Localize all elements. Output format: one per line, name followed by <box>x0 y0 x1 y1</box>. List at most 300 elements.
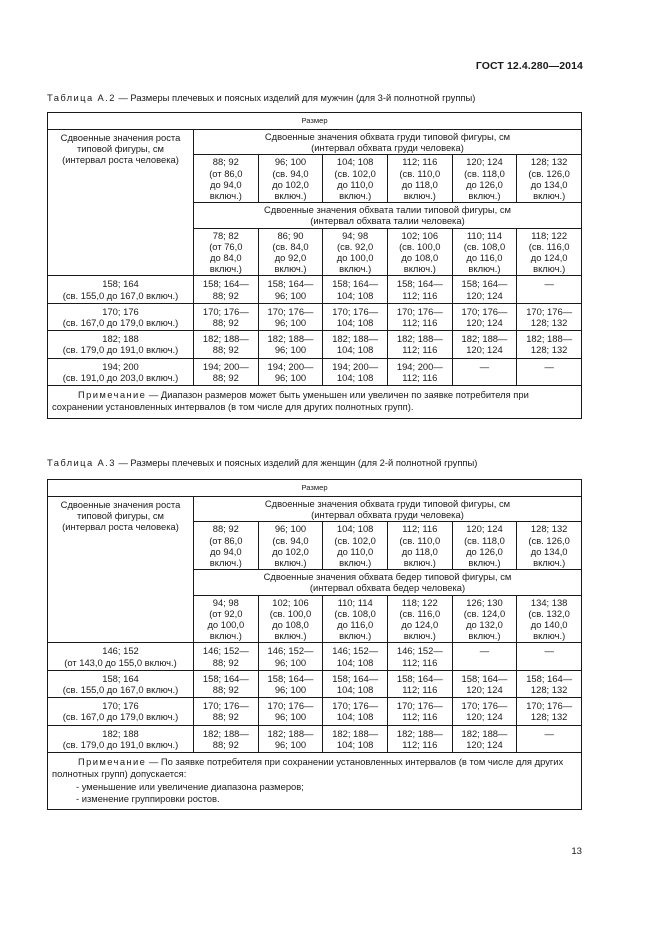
cell-line: 104; 108 <box>336 684 374 696</box>
cell-line: (св. 179,0 до 191,0 включ.) <box>62 344 179 356</box>
cell-line: 182; 188— <box>396 727 443 739</box>
cell-line: 182; 188— <box>396 333 443 345</box>
cell-line: 112; 116 <box>402 711 438 723</box>
cell-line: 182; 188— <box>332 333 379 345</box>
note-label: Примечание <box>78 756 147 768</box>
size-cell <box>387 358 452 385</box>
cell-line: 118; 122 <box>401 596 438 608</box>
size-cell <box>387 698 452 725</box>
cell-line: 170; 176— <box>267 700 314 712</box>
size-cell <box>258 670 323 697</box>
cell-line: 194; 200— <box>332 360 379 372</box>
height-cell <box>48 643 194 670</box>
cell-line: — <box>544 278 554 290</box>
cell-line: 112; 116 <box>402 523 438 535</box>
cell-line: 146; 152— <box>332 645 379 657</box>
cell-line: (от 86,0 <box>209 534 243 546</box>
size-cell <box>258 303 323 330</box>
table-caption <box>47 457 477 468</box>
cell-line: включ.) <box>533 557 566 569</box>
cell-line: до 100,0 <box>207 619 245 631</box>
size-column-header <box>517 522 582 570</box>
size-column-header <box>517 595 582 643</box>
cell-line: до 108,0 <box>401 252 439 264</box>
cell-line: 104; 108 <box>336 344 374 356</box>
size-cell <box>323 303 388 330</box>
size-cell <box>517 698 582 725</box>
cell-line: 128; 132 <box>530 684 568 696</box>
cell-line: включ.) <box>274 263 307 275</box>
size-cell <box>517 725 582 752</box>
table-row <box>48 276 582 303</box>
cell-line: до 108,0 <box>272 619 309 631</box>
note-row <box>48 386 582 419</box>
cell-line: (св. 155,0 до 167,0 включ.) <box>62 684 179 696</box>
header-line: Сдвоенные значения обхвата талии типовой фигуры, см <box>264 204 511 216</box>
size-cell <box>452 670 517 697</box>
size-column-header <box>387 595 452 643</box>
cell-line: 146; 152— <box>267 645 314 657</box>
cell-line: 158; 164— <box>202 672 249 684</box>
cell-line: до 102,0 <box>272 545 309 557</box>
size-cell <box>258 276 323 303</box>
cell-line: (от 76,0 <box>209 240 243 252</box>
cell-line: 182; 188 <box>102 727 139 739</box>
cell-line: до 102,0 <box>272 178 309 190</box>
cell-line: 170; 176— <box>526 700 573 712</box>
cell-line: 104; 108 <box>336 711 374 723</box>
cell-line: 182; 188— <box>461 727 508 739</box>
header-line: Сдвоенные значения роста <box>60 499 181 510</box>
cell-line: 158; 164— <box>267 672 314 684</box>
cell-line: 158; 164— <box>396 278 443 290</box>
height-cell <box>48 276 194 303</box>
cell-line: 170; 176— <box>332 700 379 712</box>
size-column-header <box>258 155 323 203</box>
cell-line: 120; 124 <box>466 317 503 329</box>
cell-line: включ.) <box>403 630 436 642</box>
cell-line: 182; 188— <box>332 727 379 739</box>
size-column-header <box>387 155 452 203</box>
cell-line: 120; 124 <box>466 738 503 750</box>
cell-line: 96; 100 <box>274 738 307 750</box>
table-note <box>48 753 582 810</box>
cell-line: 170; 176— <box>461 700 508 712</box>
cell-line: (св. 108,0 <box>463 240 506 252</box>
cell-line: (св. 110,0 <box>399 167 441 179</box>
cell-line: 96; 100 <box>274 317 307 329</box>
header-line: Сдвоенные значения роста <box>60 132 181 143</box>
cell-line: 112; 116 <box>402 289 438 301</box>
size-cell <box>452 698 517 725</box>
cell-line: 112; 116 <box>402 156 438 168</box>
cell-line: включ.) <box>468 190 501 202</box>
cell-line: 104; 108 <box>336 523 374 535</box>
size-cell <box>194 698 259 725</box>
size-cell <box>258 725 323 752</box>
cell-line: включ.) <box>468 557 501 569</box>
cell-line: 104; 108 <box>336 317 374 329</box>
cell-line: до 94,0 <box>210 178 242 190</box>
height-cell <box>48 725 194 752</box>
cell-line: (св. 110,0 <box>399 534 441 546</box>
cell-line: включ.) <box>209 557 242 569</box>
cell-line: 182; 188— <box>461 333 508 345</box>
cell-line: до 134,0 <box>530 178 568 190</box>
note-list-item: - изменение группировки ростов. <box>76 792 220 804</box>
header-row <box>48 480 582 497</box>
note-text: — Диапазон размеров может быть уменьшен или увеличен по заявке потребителя при сохранении установленных интервалов (в том числе для других полнотных групп). <box>52 389 529 413</box>
size-cell <box>194 643 259 670</box>
cell-line: до 84,0 <box>210 252 242 264</box>
height-cell <box>48 698 194 725</box>
header-line: (интервал обхвата талии человека) <box>310 215 465 227</box>
cell-line: (св. 92,0 <box>337 240 374 252</box>
cell-line: — <box>544 645 554 657</box>
cell-line: (св. 155,0 до 167,0 включ.) <box>62 289 179 301</box>
cell-line: 170; 176— <box>332 305 379 317</box>
cell-line: 158; 164— <box>332 278 379 290</box>
cell-line: 112; 116 <box>402 344 438 356</box>
cell-line: 182; 188— <box>202 727 249 739</box>
header-line: Сдвоенные значения обхвата бедер типовой фигуры, см <box>263 571 512 583</box>
cell-line: до 132,0 <box>466 619 503 631</box>
cell-line: (от 143,0 до 155,0 включ.) <box>64 656 177 668</box>
size-cell <box>452 725 517 752</box>
size-table-women <box>47 479 582 810</box>
cell-line: до 94,0 <box>210 545 242 557</box>
size-cell <box>452 276 517 303</box>
size-header: Размер <box>48 113 582 130</box>
cell-line: до 100,0 <box>336 252 374 264</box>
cell-line: (св. 124,0 <box>463 607 506 619</box>
size-cell <box>323 670 388 697</box>
size-cell <box>258 358 323 385</box>
cell-line: (св. 102,0 <box>334 167 376 179</box>
cell-line: — <box>544 727 554 739</box>
cell-line: до 118,0 <box>401 178 438 190</box>
note-label: Примечание <box>78 389 147 401</box>
cell-line: 96; 100 <box>274 684 307 696</box>
cell-line: (св. 116,0 <box>528 240 570 252</box>
size-header: Размер <box>48 480 582 497</box>
cell-line: 112; 116 <box>402 371 438 383</box>
size-column-header <box>194 228 259 276</box>
height-cell <box>48 670 194 697</box>
cell-line: 170; 176— <box>461 305 508 317</box>
size-cell <box>194 358 259 385</box>
size-cell <box>323 331 388 358</box>
cell-line: 104; 108 <box>336 738 374 750</box>
cell-line: 120; 124 <box>466 711 503 723</box>
cell-line: (св. 94,0 <box>272 534 309 546</box>
cell-line: (св. 102,0 <box>334 534 376 546</box>
cell-line: 128; 132 <box>530 523 568 535</box>
cell-line: 112; 116 <box>402 684 438 696</box>
cell-line: 112; 116 <box>402 656 438 668</box>
cell-line: (св. 116,0 <box>399 607 441 619</box>
size-cell <box>517 358 582 385</box>
cell-line: 158; 164— <box>461 278 508 290</box>
cell-line: 170; 176 <box>102 700 139 712</box>
cell-line: включ.) <box>339 263 372 275</box>
cell-line: 120; 124 <box>466 344 503 356</box>
cell-line: 158; 164 <box>102 672 139 684</box>
size-column-header <box>452 228 517 276</box>
cell-line: 158; 164 <box>102 278 139 290</box>
cell-line: до 116,0 <box>337 619 374 631</box>
size-table-men <box>47 112 582 419</box>
size-cell <box>452 303 517 330</box>
group-header <box>194 130 582 155</box>
cell-line: 88; 92 <box>212 711 239 723</box>
cell-line: 158; 164— <box>526 672 573 684</box>
cell-line: включ.) <box>274 630 307 642</box>
cell-line: включ.) <box>209 190 242 202</box>
cell-line: до 118,0 <box>401 545 438 557</box>
size-cell <box>452 331 517 358</box>
cell-line: (от 86,0 <box>209 167 243 179</box>
header-line: типовой фигуры, см <box>77 143 164 155</box>
size-column-header <box>387 522 452 570</box>
note-list-item: - уменьшение или увеличение диапазона размеров; <box>76 780 304 792</box>
size-column-header <box>323 595 388 643</box>
cell-line: 110; 114 <box>466 229 502 241</box>
cell-line: до 124,0 <box>401 619 439 631</box>
header-line: Сдвоенные значения обхвата груди типовой фигуры, см <box>264 131 511 142</box>
cell-line: до 126,0 <box>466 178 503 190</box>
cell-line: 170; 176— <box>267 305 314 317</box>
size-cell <box>517 643 582 670</box>
size-cell <box>387 331 452 358</box>
cell-line: включ.) <box>533 630 566 642</box>
cell-line: 110; 114 <box>337 596 373 608</box>
note-row <box>48 753 582 810</box>
size-column-header <box>258 522 323 570</box>
size-cell <box>387 276 452 303</box>
cell-line: — <box>479 360 490 372</box>
cell-line: 170; 176 <box>102 305 139 317</box>
size-cell <box>387 725 452 752</box>
cell-line: 88; 92 <box>212 344 239 356</box>
cell-line: 158; 164— <box>461 672 508 684</box>
cell-line: 158; 164— <box>202 278 249 290</box>
cell-line: до 140,0 <box>530 619 568 631</box>
table-row <box>48 725 582 752</box>
cell-line: 96; 100 <box>274 289 307 301</box>
cell-line: 128; 132 <box>530 711 568 723</box>
cell-line: включ.) <box>533 263 566 275</box>
size-column-header <box>323 522 388 570</box>
cell-line: включ.) <box>468 630 501 642</box>
cell-line: 146; 152— <box>202 645 249 657</box>
cell-line: (от 92,0 <box>209 607 243 619</box>
cell-line: 158; 164— <box>396 672 443 684</box>
cell-line: 194; 200— <box>396 360 443 372</box>
cell-line: 96; 100 <box>274 344 307 356</box>
cell-line: 88; 92 <box>212 371 239 383</box>
cell-line: 112; 116 <box>402 738 438 750</box>
cell-line: включ.) <box>209 263 242 275</box>
cell-line: (св. 179,0 до 191,0 включ.) <box>62 738 179 750</box>
cell-line: 128; 132 <box>530 344 568 356</box>
page-number: 13 <box>571 846 582 857</box>
header-line: (интервал роста человека) <box>62 154 179 166</box>
cell-line: включ.) <box>274 190 307 202</box>
cell-line: (св. 126,0 <box>528 534 570 546</box>
cell-line: 96; 100 <box>274 523 307 535</box>
cell-line: 96; 100 <box>274 371 307 383</box>
table-row <box>48 670 582 697</box>
size-cell <box>323 276 388 303</box>
cell-line: 182; 188— <box>267 333 314 345</box>
cell-line: (св. 132,0 <box>528 607 570 619</box>
cell-line: (св. 118,0 <box>464 534 505 546</box>
size-column-header <box>194 155 259 203</box>
cell-line: 88; 92 <box>212 317 239 329</box>
cell-line: 78; 82 <box>212 229 239 241</box>
size-cell <box>323 358 388 385</box>
cell-line: включ.) <box>403 190 436 202</box>
header-line: (интервал обхвата бедер человека) <box>309 582 466 594</box>
caption-label: Таблица А.2 <box>47 92 116 103</box>
size-cell <box>387 643 452 670</box>
height-column-header <box>48 497 194 643</box>
cell-line: 104; 108 <box>336 156 374 168</box>
cell-line: 170; 176— <box>202 305 249 317</box>
cell-line: 120; 124 <box>466 684 503 696</box>
cell-line: 96; 100 <box>274 156 307 168</box>
table-caption <box>47 92 475 103</box>
group-header <box>194 570 582 595</box>
cell-line: 86; 90 <box>277 229 304 241</box>
size-column-header <box>452 595 517 643</box>
table-row <box>48 698 582 725</box>
cell-line: включ.) <box>274 557 307 569</box>
cell-line: (св. 94,0 <box>272 167 309 179</box>
size-column-header <box>258 595 323 643</box>
cell-line: до 134,0 <box>530 545 568 557</box>
size-cell <box>194 303 259 330</box>
cell-line: до 110,0 <box>337 545 374 557</box>
size-cell <box>194 331 259 358</box>
cell-line: 182; 188— <box>526 333 573 345</box>
size-column-header <box>258 228 323 276</box>
size-cell <box>323 698 388 725</box>
size-cell <box>258 698 323 725</box>
cell-line: 96; 100 <box>274 656 307 668</box>
cell-line: — <box>479 645 490 657</box>
cell-line: включ.) <box>403 557 436 569</box>
caption-label: Таблица А.3 <box>47 457 116 468</box>
header-row <box>48 130 582 155</box>
cell-line: 104; 108 <box>336 371 374 383</box>
cell-line: 120; 124 <box>466 156 503 168</box>
cell-line: 182; 188— <box>202 333 249 345</box>
cell-line: 88; 92 <box>212 289 239 301</box>
table-row <box>48 303 582 330</box>
size-cell <box>194 670 259 697</box>
size-cell <box>517 331 582 358</box>
size-cell <box>258 331 323 358</box>
size-cell <box>452 358 517 385</box>
cell-line: 146; 152— <box>396 645 443 657</box>
cell-line: (св. 100,0 <box>269 607 312 619</box>
cell-line: 120; 124 <box>466 289 503 301</box>
cell-line: до 116,0 <box>466 252 503 264</box>
size-cell <box>323 643 388 670</box>
group-header <box>194 203 582 228</box>
cell-line: (св. 108,0 <box>334 607 376 619</box>
cell-line: 118; 122 <box>531 229 568 241</box>
cell-line: 182; 188 <box>102 333 139 345</box>
cell-line: включ.) <box>339 557 372 569</box>
cell-line: 170; 176— <box>396 700 443 712</box>
cell-line: до 124,0 <box>530 252 568 264</box>
cell-line: 88; 92 <box>212 523 239 535</box>
cell-line: 146; 152 <box>102 645 139 657</box>
size-cell <box>194 276 259 303</box>
cell-line: (св. 126,0 <box>528 167 570 179</box>
cell-line: включ.) <box>339 190 372 202</box>
size-column-header <box>194 522 259 570</box>
cell-line: 104; 108 <box>336 289 374 301</box>
document-code: ГОСТ 12.4.280—2014 <box>475 60 583 72</box>
size-cell <box>323 725 388 752</box>
size-cell <box>258 643 323 670</box>
cell-line: (св. 167,0 до 179,0 включ.) <box>62 317 179 329</box>
header-line: Сдвоенные значения обхвата груди типовой фигуры, см <box>264 498 511 509</box>
cell-line: 134; 138 <box>530 596 568 608</box>
size-cell <box>452 643 517 670</box>
cell-line: 112; 116 <box>402 317 438 329</box>
cell-line: (св. 84,0 <box>272 240 309 252</box>
cell-line: включ.) <box>533 190 566 202</box>
header-line: типовой фигуры, см <box>77 510 164 522</box>
cell-line: 182; 188— <box>267 727 314 739</box>
header-line: (интервал обхвата груди человека) <box>311 142 464 154</box>
size-cell <box>517 276 582 303</box>
cell-line: 102; 106 <box>401 229 439 241</box>
cell-line: 88; 92 <box>212 156 239 168</box>
caption-text: — Размеры плечевых и поясных изделий для мужчин (для 3-й полнотной группы) <box>115 92 476 103</box>
cell-line: 88; 92 <box>212 656 239 668</box>
size-cell <box>387 670 452 697</box>
table-row <box>48 643 582 670</box>
cell-line: — <box>544 360 554 372</box>
cell-line: включ.) <box>209 630 242 642</box>
cell-line: 120; 124 <box>466 523 503 535</box>
header-row <box>48 113 582 130</box>
table-row <box>48 358 582 385</box>
cell-line: (св. 191,0 до 203,0 включ.) <box>62 371 179 383</box>
cell-line: 126; 130 <box>466 596 503 608</box>
table-row <box>48 331 582 358</box>
size-cell <box>194 725 259 752</box>
header-line: (интервал роста человека) <box>62 521 179 533</box>
size-cell <box>387 303 452 330</box>
caption-text: — Размеры плечевых и поясных изделий для женщин (для 2-й полнотной группы) <box>115 457 478 468</box>
cell-line: 88; 92 <box>212 738 239 750</box>
cell-line: 88; 92 <box>212 684 239 696</box>
size-column-header <box>517 228 582 276</box>
cell-line: 94; 98 <box>212 596 239 608</box>
size-column-header <box>452 522 517 570</box>
cell-line: 194; 200— <box>202 360 249 372</box>
size-column-header <box>323 155 388 203</box>
height-cell <box>48 358 194 385</box>
cell-line: 94; 98 <box>342 229 369 241</box>
